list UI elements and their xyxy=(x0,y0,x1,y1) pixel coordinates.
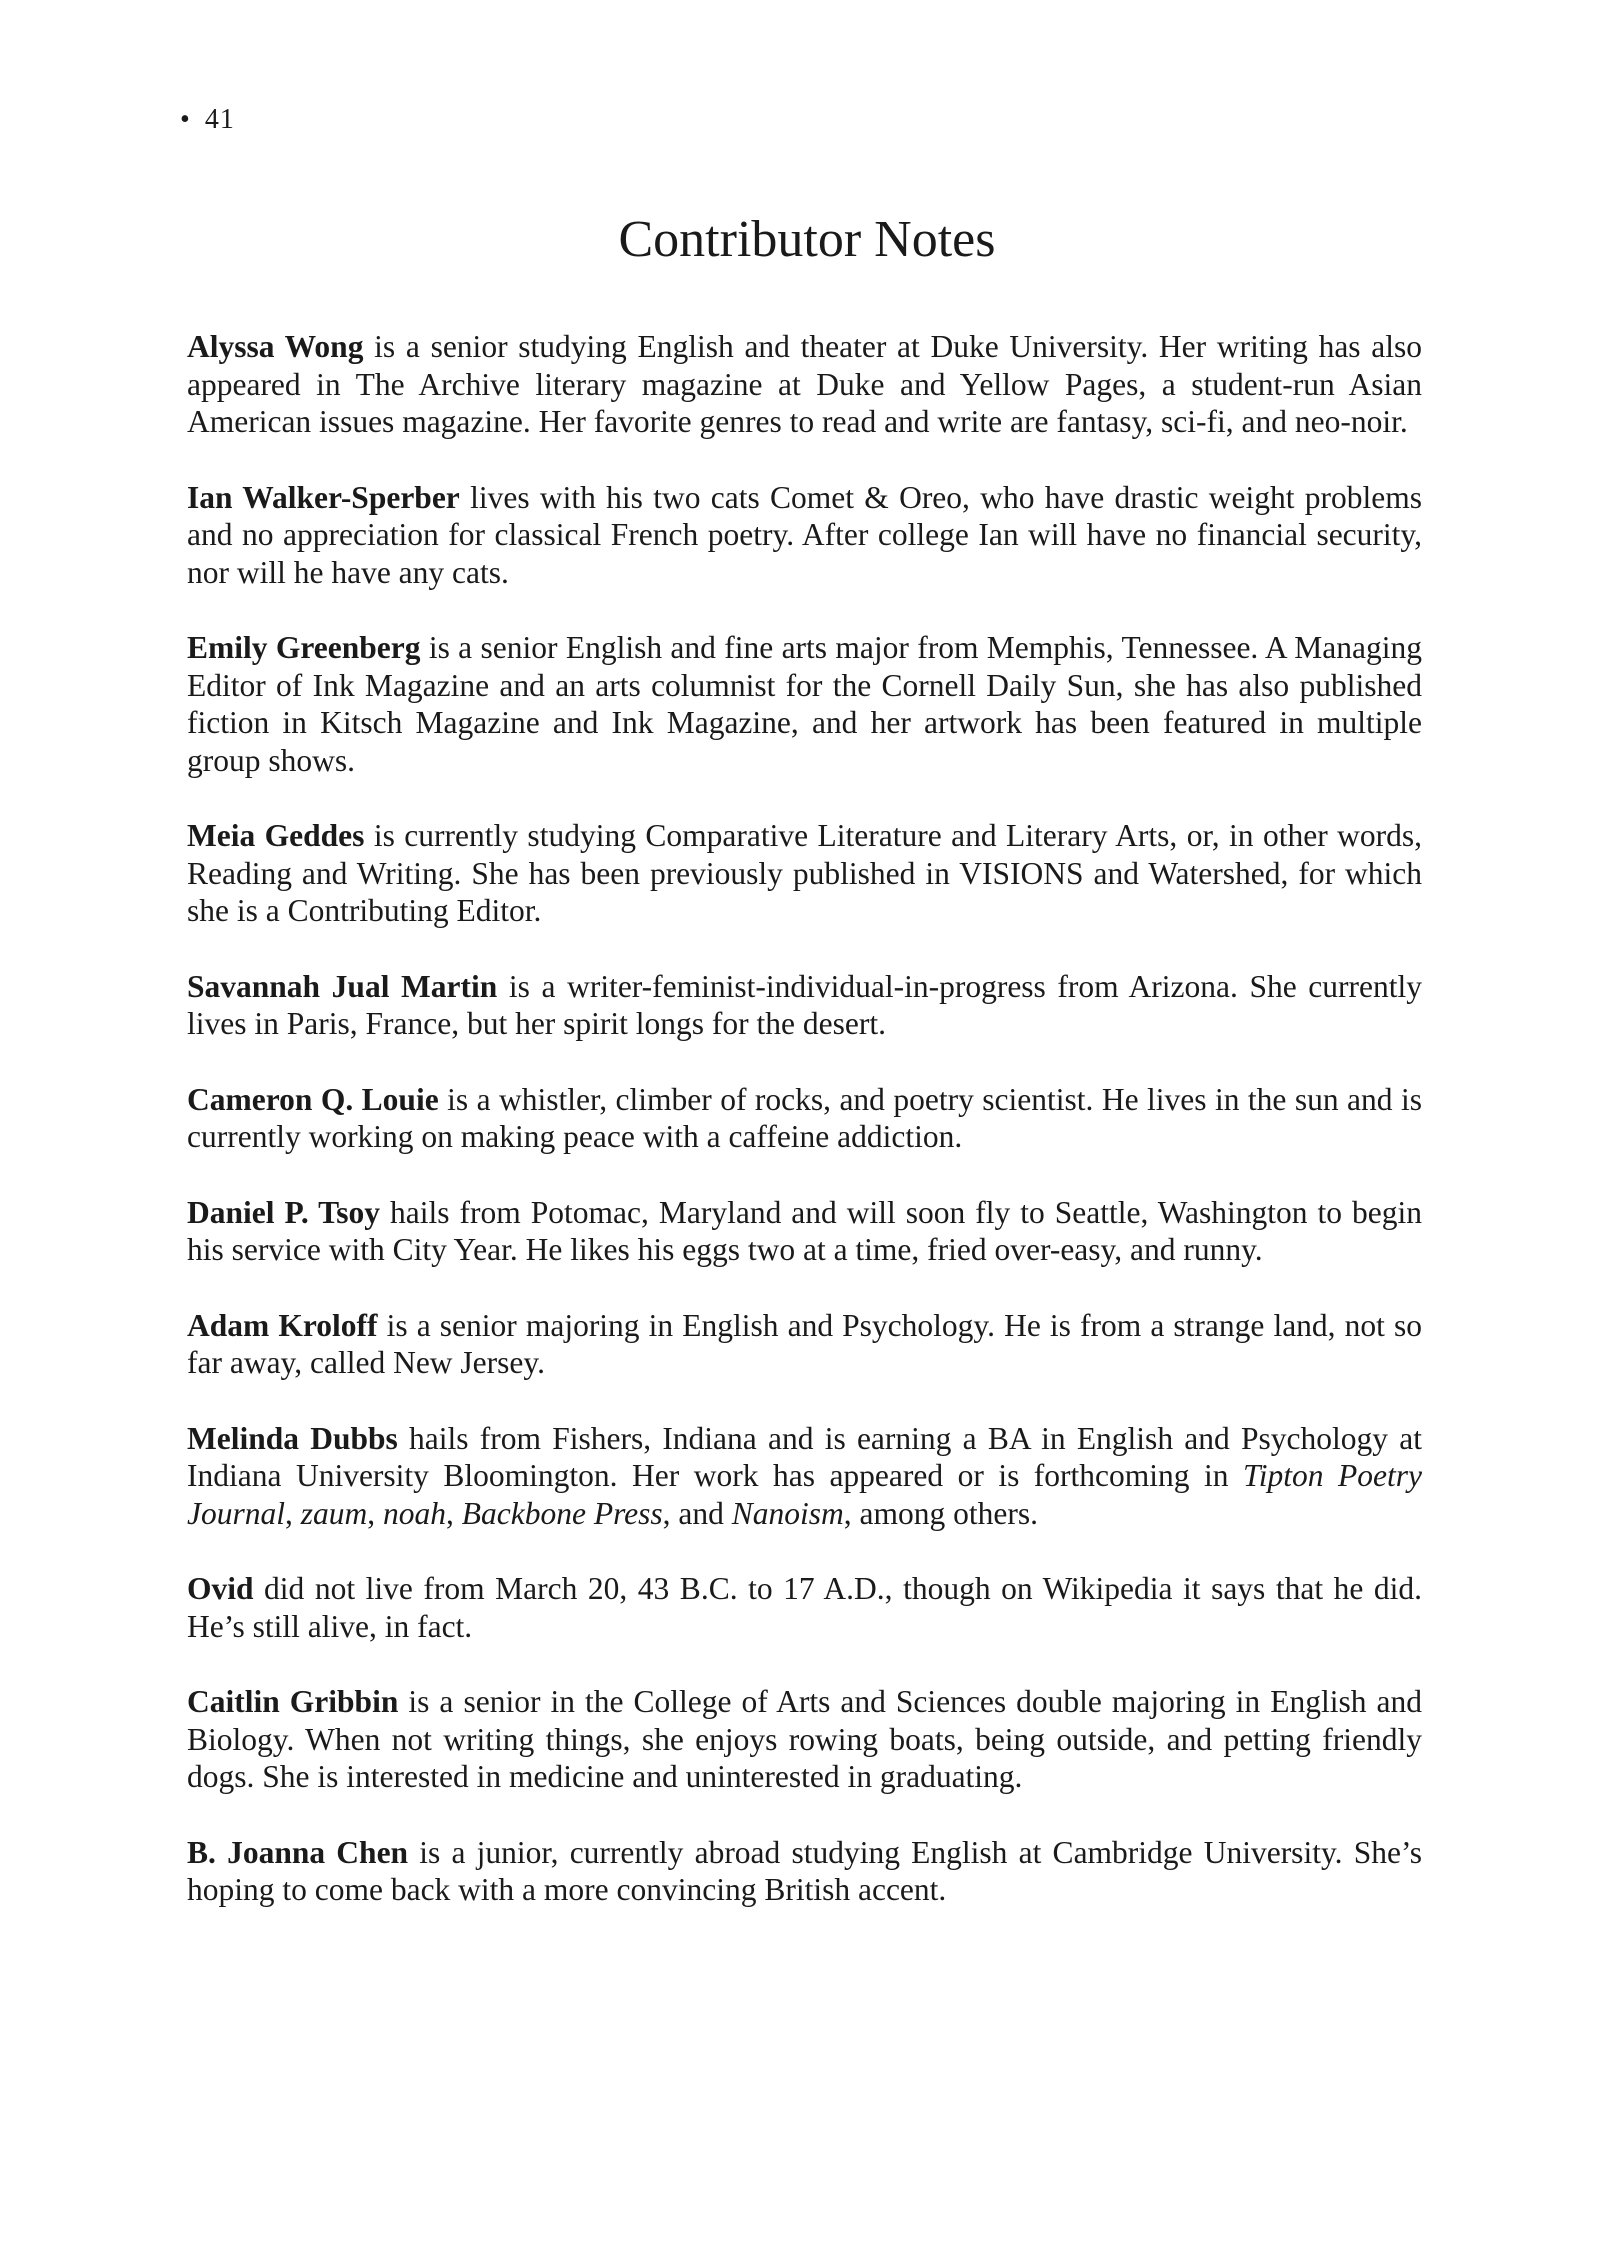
publication-title: noah xyxy=(383,1495,447,1531)
separator: , and xyxy=(662,1495,732,1531)
contributor-note xyxy=(187,328,1422,441)
contributor-note xyxy=(187,1307,1422,1382)
contributor-name: Emily Greenberg xyxy=(187,630,421,665)
contributor-name: Adam Kroloff xyxy=(187,1307,378,1343)
contributor-note xyxy=(187,1420,1422,1533)
publication-title: zaum xyxy=(300,1495,368,1531)
contributor-bio: did not live from March 20, 43 B.C. to 17 A.D., though on Wikipedia it says that he did. He’s still alive, in fact. xyxy=(187,1571,1422,1644)
contributor-bio: lives with his two cats Comet & Oreo, who have drastic weight problems and no appreciation for classical French poetry. After college Ian will have no financial security, nor will he have any cats. xyxy=(187,479,1422,590)
contributor-bio: is a junior, currently abroad studying English at Cambridge University. She’s hoping to come back with a more convincing British accent. xyxy=(187,1834,1422,1907)
contributor-name: Caitlin Gribbin xyxy=(187,1684,399,1719)
contributor-bio: is a writer-feminist-individual-in-progress from Arizona. She currently lives in Paris, France, but her spirit longs for the desert. xyxy=(187,968,1422,1041)
contributor-bio: is a senior majoring in English and Psychology. He is from a strange land, not so far away, called New Jersey. xyxy=(187,1307,1422,1380)
contributor-bio-end: , among others. xyxy=(843,1495,1039,1531)
contributor-bio: is a senior in the College of Arts and Sciences double majoring in English and Biology. When not writing things, she enjoys rowing boats, being outside, and petting friendly dogs. She is interested in medicine and uninterested in graduating. xyxy=(187,1684,1422,1794)
separator: , xyxy=(285,1495,301,1531)
page-number xyxy=(180,104,235,136)
contributor-bio: hails from Fishers, Indiana and is earning a BA in English and Psychology at Indiana University Bloomington. Her work has appeared or is forthcoming in xyxy=(187,1420,1422,1493)
contributor-note xyxy=(187,629,1422,779)
publication-title: Nanoism xyxy=(731,1495,844,1531)
separator: , xyxy=(367,1495,384,1531)
contributor-note xyxy=(187,1683,1422,1796)
contributor-name: Alyssa Wong xyxy=(187,329,364,364)
separator: , xyxy=(446,1495,462,1531)
publication-title: Backbone Press xyxy=(461,1495,663,1531)
contributor-bio: is a senior English and fine arts major from Memphis, Tennessee. A Managing Editor of Ink Magazine and an arts columnist for the Cornell Daily Sun, she has also published fiction in Kitsch Magazine and Ink Magazine, and her artwork has been featured in multiple group shows. xyxy=(187,630,1422,778)
contributor-bio: hails from Potomac, Maryland and will soon fly to Seattle, Washington to begin his service with City Year. He likes his eggs two at a time, fried over-easy, and runny. xyxy=(187,1194,1422,1267)
contributor-note xyxy=(187,479,1422,592)
contributor-name: Meia Geddes xyxy=(187,818,365,853)
page-number-bullet: • xyxy=(180,104,191,135)
contributor-name: Savannah Jual Martin xyxy=(187,968,498,1004)
contributor-name: B. Joanna Chen xyxy=(187,1834,409,1870)
contributor-name: Ian Walker-Sperber xyxy=(187,479,460,515)
contributor-note xyxy=(187,968,1422,1043)
page-number-value: 41 xyxy=(204,104,235,135)
publication-title: Tipton Poetry Journal xyxy=(187,1458,1422,1531)
contributor-note xyxy=(187,1834,1422,1909)
contributor-name: Melinda Dubbs xyxy=(187,1420,398,1456)
contributor-note xyxy=(187,817,1422,930)
contributor-bio: is a whistler, climber of rocks, and poetry scientist. He lives in the sun and is currently working on making peace with a caffeine addiction. xyxy=(187,1081,1422,1154)
contributor-note xyxy=(187,1570,1422,1645)
contributor-notes xyxy=(187,328,1422,1947)
contributor-note xyxy=(187,1081,1422,1156)
contributor-bio: is currently studying Comparative Literature and Literary Arts, or, in other words, Reading and Writing. She has been previously published in VISIONS and Watershed, for which she is a Contributing Editor. xyxy=(187,818,1422,928)
contributor-bio: is a senior studying English and theater at Duke University. Her writing has also appeared in The Archive literary magazine at Duke and Yellow Pages, a student-run Asian American issues magazine. Her favorite genres to read and write are fantasy, sci-fi, and neo-noir. xyxy=(187,329,1423,439)
contributor-note xyxy=(187,1194,1422,1269)
contributor-name: Ovid xyxy=(187,1571,254,1606)
contributor-name: Daniel P. Tsoy xyxy=(187,1194,381,1230)
contributor-name: Cameron Q. Louie xyxy=(187,1081,439,1117)
page-title: Contributor Notes xyxy=(618,211,996,268)
